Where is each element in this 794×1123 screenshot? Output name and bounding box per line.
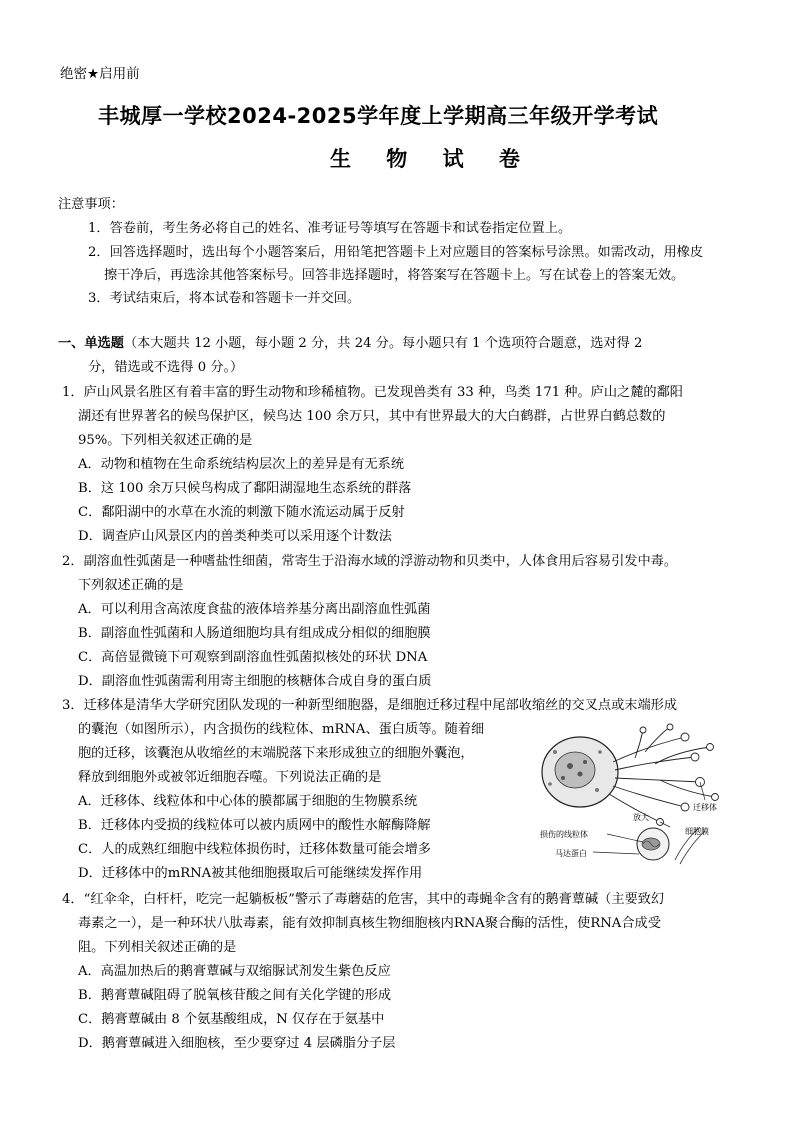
q4-option-d: D．鹅膏蕈碱进入细胞核，至少要穿过 4 层磷脂分子层 [78, 1036, 396, 1051]
q2-stem: 下列叙述正确的是 [78, 578, 184, 593]
q4-stem: 毒素之一），是一种环状八肽毒素，能有效抑制真核生物细胞核内RNA聚合酶的活性，使RNA合成受 [78, 916, 661, 931]
notice-item: 擦干净后，再选涂其他答案标号。回答非选择题时，将答案写在答题卡上。写在试卷上的答案无效。 [104, 268, 685, 283]
q2-option-d: D．副溶血性弧菌需利用寄主细胞的核糖体合成自身的蛋白质 [78, 674, 432, 689]
section-heading [58, 335, 642, 353]
q3-option-a: A．迁移体、线粒体和中心体的膜都属于细胞的生物膜系统 [78, 794, 418, 809]
q4-stem: 阻。下列相关叙述正确的是 [78, 940, 237, 955]
notice-item: 2．回答选择题时，选出每个小题答案后，用铅笔把答题卡上对应题目的答案标号涂黑。如需改动，用橡皮 [88, 245, 704, 260]
section-title: 一、单选题 [58, 336, 124, 351]
subject-title: 生 物 试 卷 [330, 147, 534, 171]
q1-option-c: C．鄱阳湖中的水草在水流的刺激下随水流运动属于反射 [78, 505, 405, 520]
q1-option-d: D．调查庐山风景区内的兽类种类可以采用逐个计数法 [78, 529, 392, 544]
q3-stem: 释放到细胞外或被邻近细胞吞噬。下列说法正确的是 [78, 770, 382, 785]
q2-option-a: A．可以利用含高浓度食盐的液体培养基分离出副溶血性弧菌 [78, 602, 431, 617]
q2-option-c: C．高倍显微镜下可观察到副溶血性弧菌拟核处的环状 DNA [78, 650, 428, 665]
q2-stem: 2．副溶血性弧菌是一种嗜盐性细菌，常寄生于沿海水域的浮游动物和贝类中，人体食用后容易引发中毒。 [62, 554, 678, 569]
q1-stem: 1．庐山风景名胜区有着丰富的野生动物和珍稀植物。已发现兽类有 33 种，鸟类 171 种。庐山之麓的鄱阳 [62, 385, 683, 400]
label-enlarge: 放大 [633, 813, 649, 822]
q3-option-b: B．迁移体内受损的线粒体可以被内质网中的酸性水解酶降解 [78, 818, 431, 833]
confidential-mark: 绝密★启用前 [60, 66, 140, 82]
section-description-cont: 分，错选或不选得 0 分。） [88, 360, 244, 375]
q1-stem: 湖还有世界著名的候鸟保护区，候鸟达 100 余万只，其中有世界最大的大白鹤群，占世界白鹤总数的 [78, 409, 666, 424]
q2-option-b: B．副溶血性弧菌和人肠道细胞均具有组成成分相似的细胞膜 [78, 626, 431, 641]
q3-stem: 3．迁移体是清华大学研究团队发现的一种新型细胞器，是细胞迁移过程中尾部收缩丝的交叉点或末端形成 [62, 698, 678, 713]
label-motor-protein: 马达蛋白 [555, 849, 587, 858]
migrasome-figure [535, 722, 735, 872]
label-cell-membrane: 细胞膜 [685, 827, 709, 836]
exam-title: 丰城厚一学校2024-2025学年度上学期高三年级开学考试 [98, 104, 659, 128]
q1-option-a: A．动物和植物在生命系统结构层次上的差异是有无系统 [78, 457, 405, 472]
notice-item: 1．答卷前，考生务必将自己的姓名、准考证号等填写在答题卡和试卷指定位置上。 [88, 221, 572, 236]
cell-body-illustration [542, 737, 618, 807]
section-description: （本大题共 12 小题，每小题 2 分，共 24 分。每小题只有 1 个选项符合题意，选对得 2 [123, 336, 643, 351]
notice-item: 3．考试结束后，将本试卷和答题卡一并交回。 [88, 291, 361, 306]
q4-option-c: C．鹅膏蕈碱由 8 个氨基酸组成，N 仅存在于氨基中 [78, 1012, 385, 1027]
q3-option-c: C．人的成熟红细胞中线粒体损伤时，迁移体数量可能会增多 [78, 842, 431, 857]
q1-option-b: B．这 100 余万只候鸟构成了鄱阳湖湿地生态系统的群落 [78, 481, 412, 496]
label-migrasome: 迁移体 [693, 803, 717, 812]
q3-option-d: D．迁移体中的mRNA被其他细胞摄取后可能继续发挥作用 [78, 866, 423, 881]
q4-option-b: B．鹅膏蕈碱阻碍了脱氧核苷酸之间有关化学键的形成 [78, 988, 392, 1003]
q4-stem: 4．“红伞伞，白杆杆，吃完一起躺板板”警示了毒蘑菇的危害，其中的毒蝇伞含有的鹅膏蕈碱（主要致幻 [62, 892, 665, 907]
q4-option-a: A．高温加热后的鹅膏蕈碱与双缩脲试剂发生紫色反应 [78, 964, 391, 979]
enlarged-vesicle [637, 828, 669, 860]
notice-heading: 注意事项： [58, 197, 124, 212]
q3-stem: 胞的迁移，该囊泡从收缩丝的末端脱落下来形成独立的细胞外囊泡， [78, 746, 474, 761]
label-damaged-mitochondria: 损伤的线粒体 [540, 830, 588, 839]
q3-stem: 的囊泡（如图所示），内含损伤的线粒体、mRNA、蛋白质等。随着细 [78, 722, 485, 737]
q1-stem: 95%。下列相关叙述正确的是 [78, 433, 253, 448]
